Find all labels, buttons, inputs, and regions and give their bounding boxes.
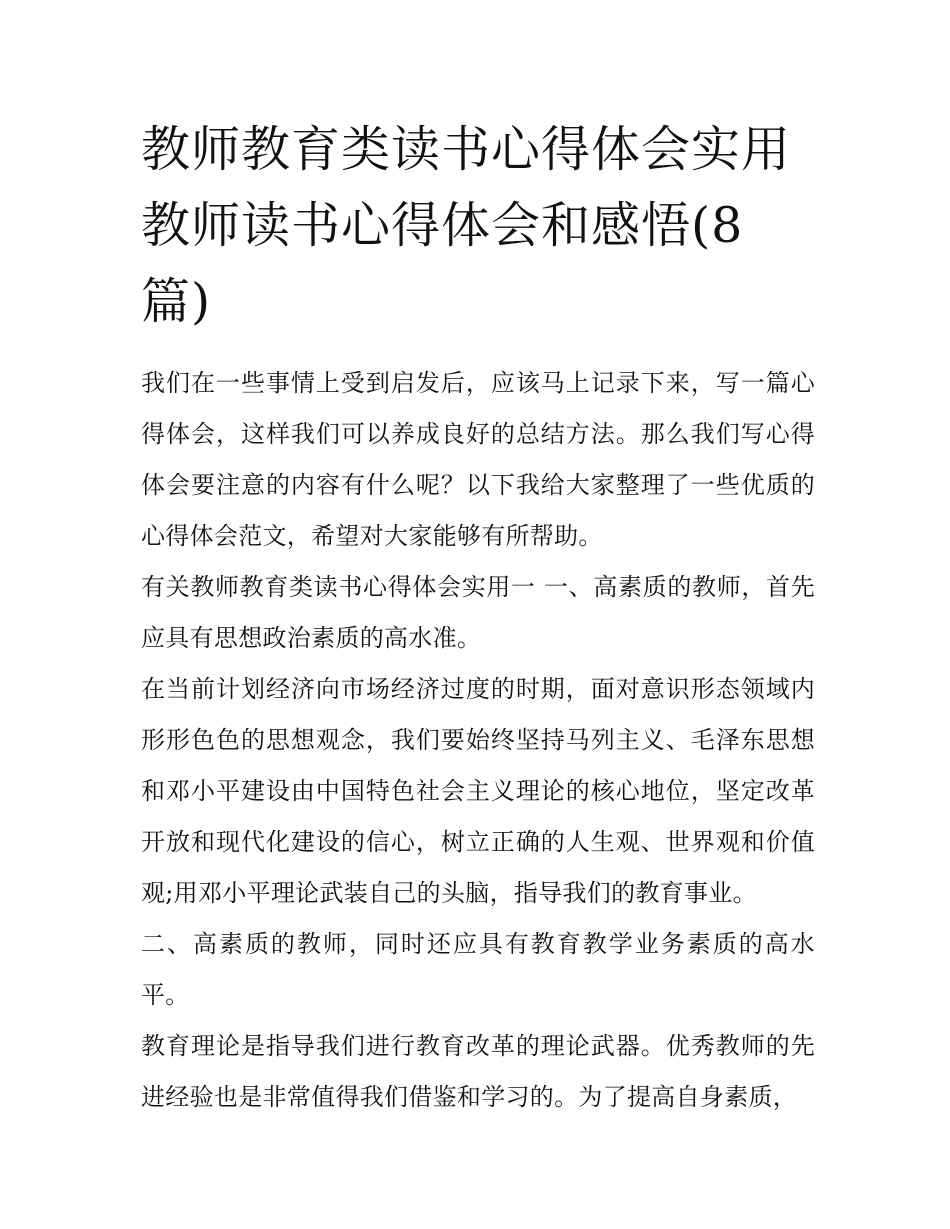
paragraph-section-two-heading: 二、高素质的教师，同时还应具有教育教学业务素质的高水平。	[141, 930, 815, 1009]
paragraph-education-theory: 教育理论是指导我们进行教育改革的理论武器。优秀教师的先进经验也是非常值得我们借鉴和学习的。为了提高自身素质，	[141, 1032, 815, 1111]
document-body	[141, 358, 815, 1123]
paragraph-section-one-heading: 有关教师教育类读书心得体会实用一 一、高素质的教师，首先应具有思想政治素质的高水准。	[141, 573, 815, 652]
paragraph-political-quality: 在当前计划经济向市场经济过度的时期，面对意识形态领域内形形色色的思想观念，我们要始终坚持马列主义、毛泽东思想和邓小平建设由中国特色社会主义理论的核心地位，坚定改革开放和现代化建设的信心，树立正确的人生观、世界观和价值观;用邓小平理论武装自己的头脑，指导我们的教育事业。	[141, 675, 815, 907]
document-content	[141, 112, 815, 1123]
document-title: 教师教育类读书心得体会实用教师读书心得体会和感悟(8篇)	[141, 121, 792, 330]
paragraph-intro: 我们在一些事情上受到启发后，应该马上记录下来，写一篇心得体会，这样我们可以养成良好的总结方法。那么我们写心得体会要注意的内容有什么呢？以下我给大家整理了一些优质的心得体会范文，希望对大家能够有所帮助。	[141, 369, 815, 550]
